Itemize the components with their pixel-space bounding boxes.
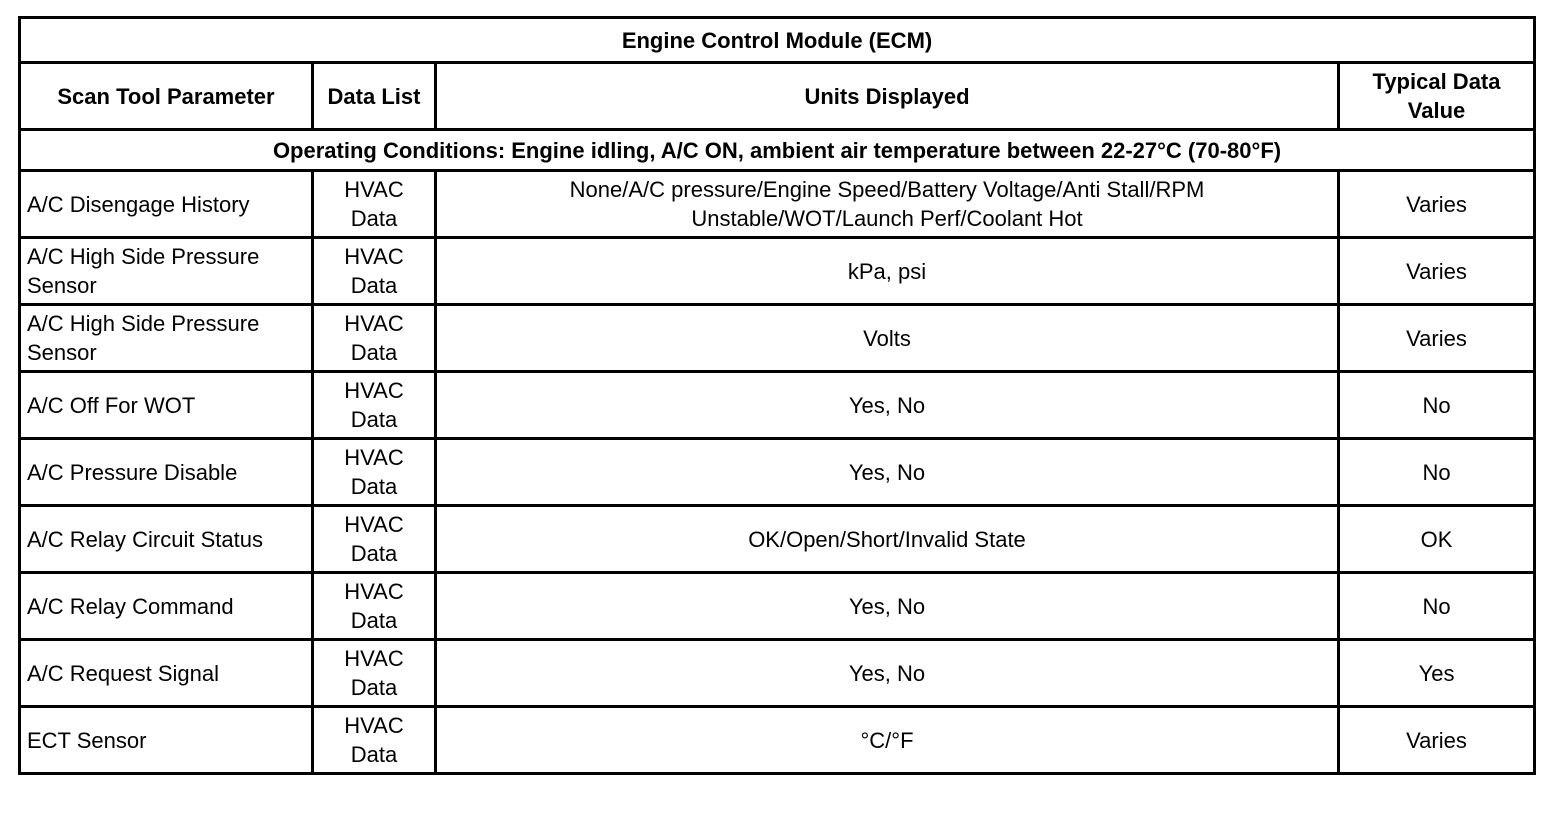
data-list-line1: HVAC bbox=[344, 177, 404, 202]
data-list-line1: HVAC bbox=[344, 311, 404, 336]
typical-value-cell: No bbox=[1339, 372, 1535, 439]
header-data-list: Data List bbox=[313, 63, 436, 130]
operating-conditions-row bbox=[20, 130, 1535, 171]
data-list-line1: HVAC bbox=[344, 512, 404, 537]
typical-value-cell: Yes bbox=[1339, 640, 1535, 707]
units-cell: Yes, No bbox=[436, 640, 1339, 707]
parameter-line1: A/C High Side Pressure bbox=[27, 311, 260, 336]
table-title: Engine Control Module (ECM) bbox=[20, 18, 1535, 63]
data-list-line1: HVAC bbox=[344, 646, 404, 671]
header-scan-tool-parameter: Scan Tool Parameter bbox=[20, 63, 313, 130]
data-list-cell bbox=[313, 238, 436, 305]
data-list-cell bbox=[313, 506, 436, 573]
operating-conditions: Operating Conditions: Engine idling, A/C ON, ambient air temperature between 22-27°C (70-80°F) bbox=[20, 130, 1535, 171]
data-list-line1: HVAC bbox=[344, 579, 404, 604]
typical-value-cell: No bbox=[1339, 573, 1535, 640]
parameter-line2: Sensor bbox=[27, 340, 97, 365]
data-list-line1: HVAC bbox=[344, 445, 404, 470]
units-cell: kPa, psi bbox=[436, 238, 1339, 305]
header-row bbox=[20, 63, 1535, 130]
data-list-cell bbox=[313, 573, 436, 640]
data-list-line2: Data bbox=[350, 273, 398, 298]
table-row bbox=[20, 238, 1535, 305]
typical-value-cell: No bbox=[1339, 439, 1535, 506]
data-list-line1: HVAC bbox=[344, 244, 404, 269]
data-list-cell bbox=[313, 439, 436, 506]
parameter-cell: A/C Pressure Disable bbox=[20, 439, 313, 506]
units-line1: None/A/C pressure/Engine Speed/Battery Voltage/Anti Stall/RPM bbox=[569, 177, 1205, 202]
data-list-line2: Data bbox=[350, 206, 398, 231]
data-list-line1: HVAC bbox=[344, 378, 404, 403]
header-typical-data-value bbox=[1339, 63, 1535, 130]
table-title-row bbox=[20, 18, 1535, 63]
header-value-line1: Typical Data bbox=[1372, 69, 1501, 94]
typical-value-cell: Varies bbox=[1339, 238, 1535, 305]
table-row bbox=[20, 171, 1535, 238]
typical-value-cell: Varies bbox=[1339, 305, 1535, 372]
data-list-line2: Data bbox=[350, 340, 398, 365]
data-list-line2: Data bbox=[350, 742, 398, 767]
units-cell bbox=[436, 171, 1339, 238]
parameter-line1: A/C High Side Pressure bbox=[27, 244, 260, 269]
typical-value-cell: Varies bbox=[1339, 707, 1535, 774]
table-row bbox=[20, 372, 1535, 439]
data-list-line2: Data bbox=[350, 541, 398, 566]
data-list-line2: Data bbox=[350, 608, 398, 633]
table-row bbox=[20, 707, 1535, 774]
units-cell: Yes, No bbox=[436, 439, 1339, 506]
data-list-cell bbox=[313, 372, 436, 439]
data-list-line2: Data bbox=[350, 675, 398, 700]
typical-value-cell: OK bbox=[1339, 506, 1535, 573]
units-cell: Yes, No bbox=[436, 573, 1339, 640]
units-cell: OK/Open/Short/Invalid State bbox=[436, 506, 1339, 573]
data-list-cell bbox=[313, 171, 436, 238]
parameter-cell: A/C Disengage History bbox=[20, 171, 313, 238]
table-row bbox=[20, 506, 1535, 573]
parameter-cell: ECT Sensor bbox=[20, 707, 313, 774]
units-line2: Unstable/WOT/Launch Perf/Coolant Hot bbox=[691, 206, 1083, 231]
table-row bbox=[20, 305, 1535, 372]
data-list-line1: HVAC bbox=[344, 713, 404, 738]
parameter-cell: A/C Relay Command bbox=[20, 573, 313, 640]
parameter-cell: A/C Relay Circuit Status bbox=[20, 506, 313, 573]
units-cell: Yes, No bbox=[436, 372, 1339, 439]
parameter-cell: A/C Request Signal bbox=[20, 640, 313, 707]
units-cell: °C/°F bbox=[436, 707, 1339, 774]
parameter-line2: Sensor bbox=[27, 273, 97, 298]
data-list-line2: Data bbox=[350, 474, 398, 499]
typical-value-cell: Varies bbox=[1339, 171, 1535, 238]
ecm-data-table bbox=[18, 16, 1536, 775]
data-list-line2: Data bbox=[350, 407, 398, 432]
header-value-line2: Value bbox=[1407, 98, 1466, 123]
units-cell: Volts bbox=[436, 305, 1339, 372]
parameter-cell bbox=[20, 305, 313, 372]
header-units-displayed: Units Displayed bbox=[436, 63, 1339, 130]
table-row bbox=[20, 439, 1535, 506]
table-row bbox=[20, 573, 1535, 640]
data-list-cell bbox=[313, 707, 436, 774]
data-list-cell bbox=[313, 305, 436, 372]
parameter-cell: A/C Off For WOT bbox=[20, 372, 313, 439]
data-list-cell bbox=[313, 640, 436, 707]
parameter-cell bbox=[20, 238, 313, 305]
table-row bbox=[20, 640, 1535, 707]
